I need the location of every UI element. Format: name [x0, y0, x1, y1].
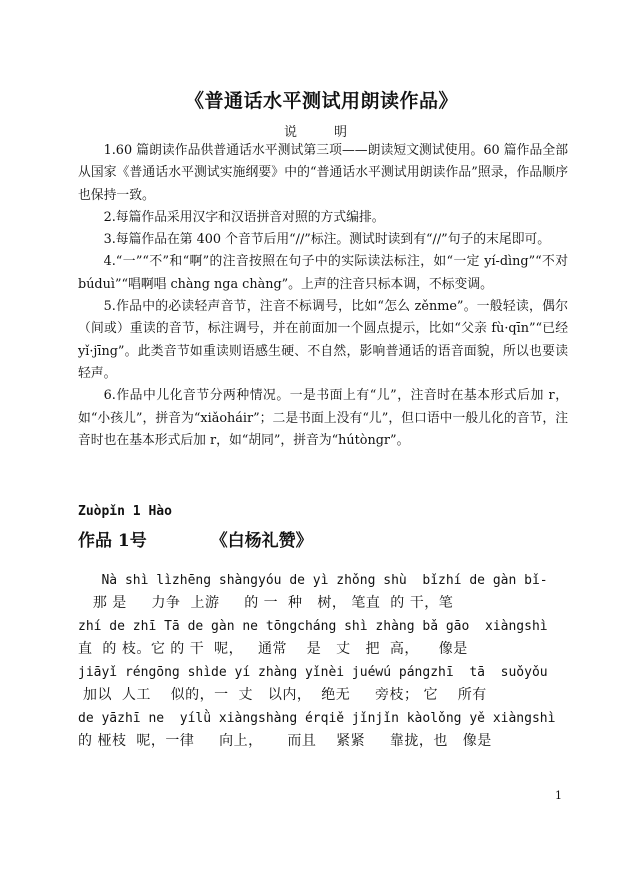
note-paragraph: 6.作品中儿化音节分两种情况。一是书面上有“儿”，注音时在基本形式后加 r，如“小孩儿”，拼音为“xiǎoháir”；二是书面上没有“儿”，但口语中一般儿化的音节，注音时也在基本形式后加 r，如“胡同”，拼音为“hútòngr”。	[78, 388, 568, 448]
document-title: 《普通话水平测试用朗读作品》	[184, 90, 458, 112]
pinyin-line: de yāzhī ne yílǜ xiàngshàng érqiě jǐnjǐn kàolǒng yě xiàngshì	[78, 711, 556, 726]
notes-section	[78, 140, 568, 452]
work-number: 作品 1号	[78, 531, 147, 551]
hanzi-line: 直 的 枝。它 的 干 呢， 通常 是 丈 把 高， 像是	[78, 641, 468, 657]
pinyin-line: jiāyǐ réngōng shìde yí zhàng yǐnèi juéwú pángzhī tā suǒyǒu	[78, 665, 548, 680]
hanzi-line: 的 桠枝 呢，一律 向上， 而且 紧紧 靠拢，也 像是	[78, 733, 492, 749]
pinyin-line: Nà shì lìzhēng shàngyóu de yì zhǒng shù bǐzhí de gàn bǐ-	[78, 573, 548, 588]
section-heading: 说 明	[283, 125, 359, 140]
note-paragraph: 4.“一”“不”和“啊”的注音按照在句子中的实际读法标注，如“一定 yí-dìng”“不对 búduì”“唱啊唱 chàng nga chàng”。上声的注音只标本调，不标变调。	[78, 254, 568, 292]
note-paragraph: 2.每篇作品采用汉字和汉语拼音对照的方式编排。	[103, 209, 385, 225]
work-heading	[78, 526, 313, 551]
work-name: 《白杨礼赞》	[210, 531, 313, 551]
work-text	[78, 570, 568, 754]
hanzi-line: 那 是 力争 上游 的 一 种 树， 笔直 的 干，笔	[78, 595, 454, 611]
text-line-pair	[78, 662, 568, 706]
note-paragraph: 1.60 篇朗读作品供普通话水平测试第三项——朗读短文测试使用。60 篇作品全部从国家《普通话水平测试实施纲要》中的“普通话水平测试用朗读作品”照录，作品顺序也保持一致。	[78, 143, 568, 203]
work-pinyin-heading: Zuòpǐn 1 Hào	[78, 504, 172, 519]
page-number: 1	[555, 789, 562, 802]
text-line-pair	[78, 708, 568, 752]
pinyin-line: zhí de zhī Tā de gàn ne tōngcháng shì zhàng bǎ gāo xiàngshì	[78, 619, 548, 634]
note-paragraph: 5.作品中的必读轻声音节，注音不标调号，比如“怎么 zěnme”。一般轻读，偶尔（间或）重读的音节，标注调号，并在前面加一个圆点提示，比如“父亲 fù·qīn”“已经 yǐ·jīng”。此类音节如重读则语感生硬、不自然，影响普通话的语音面貌，所以也要读轻声。	[78, 299, 568, 381]
text-line-pair	[78, 570, 568, 614]
hanzi-line: 加以 人工 似的，一 丈 以内， 绝无 旁枝； 它 所有	[78, 687, 487, 703]
note-paragraph: 3.每篇作品在第 400 个音节后用“//”标注。测试时读到有“//”句子的末尾即可。	[103, 232, 551, 248]
text-line-pair	[78, 616, 568, 660]
